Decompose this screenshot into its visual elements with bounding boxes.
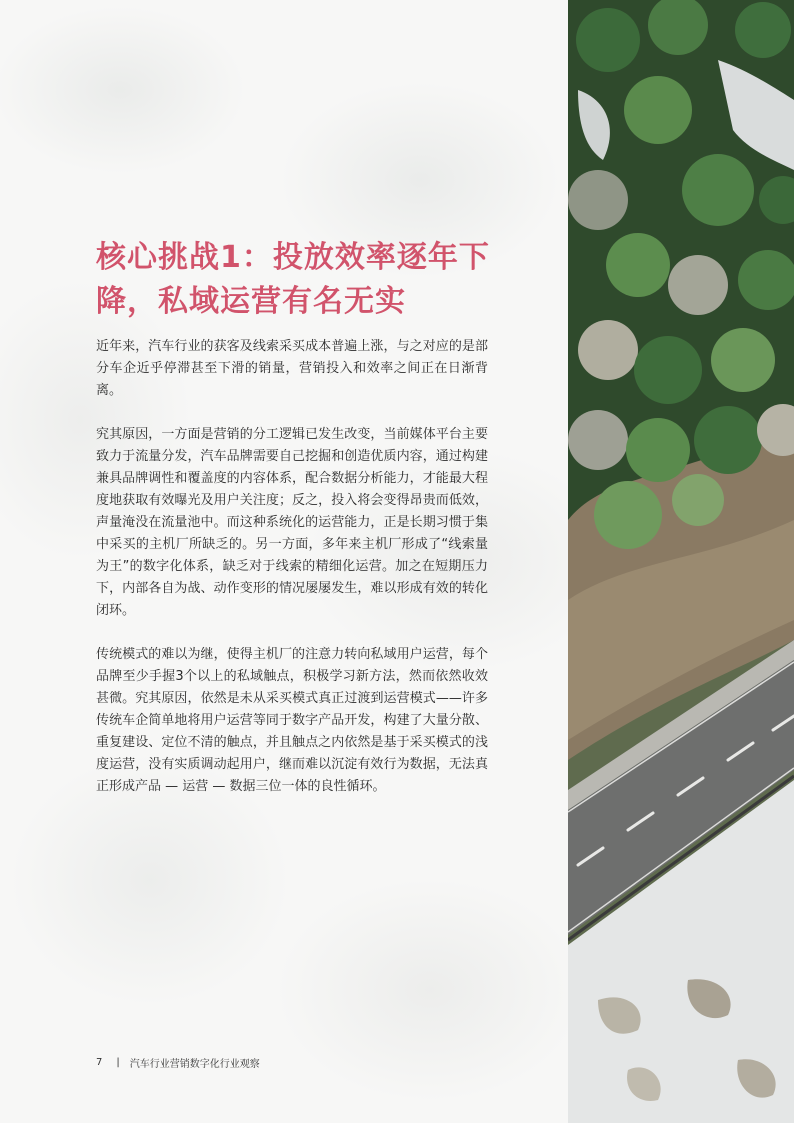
body-text: [96, 336, 488, 820]
paragraph-2: 究其原因，一方面是营销的分工逻辑已发生改变，当前媒体平台主要致力于流量分发，汽车品牌需要自己挖掘和创造优质内容，通过构建兼具品牌调性和覆盖度的内容体系，配合数据分析能力，才能最大程度地获取有效曝光及用户关注度；反之，投入将会变得昂贵而低效，声量淹没在流量池中。而这种系统化的运营能力，正是长期习惯于集中采买的主机厂所缺乏的。另一方面，多年来主机厂形成了“线索量为王”的数字化体系，缺乏对于线索的精细化运营。加之在短期压力下，内部各自为战、动作变形的情况屡屡发生，难以形成有效的转化闭环。: [96, 427, 488, 618]
publication-title: 汽车行业营销数字化行业观察: [129, 1059, 260, 1070]
aerial-forest-road-photo: [568, 0, 794, 1123]
footer-separator: |: [116, 1057, 120, 1068]
page-number: 7: [96, 1057, 103, 1068]
page-footer: [96, 1055, 260, 1070]
paragraph-3: 传统模式的难以为继，使得主机厂的注意力转向私域用户运营，每个品牌至少手握3个以上的私域触点，积极学习新方法，然而依然收效甚微。究其原因，依然是未从采买模式真正过渡到运营模式——许多传统车企简单地将用户运营等同于数字产品开发，构建了大量分散、重复建设、定位不清的触点，并且触点之内依然是基于采买模式的浅度运营，没有实质调动起用户，继而难以沉淀有效行为数据，无法真正形成产品 — 运营 — 数据三位一体的良性循环。: [96, 647, 488, 794]
page-title: 核心挑战1：投放效率逐年下降，私域运营有名无实: [96, 240, 490, 319]
paragraph-1: 近年来，汽车行业的获客及线索采买成本普遍上涨，与之对应的是部分车企近乎停滞甚至下滑的销量，营销投入和效率之间正在日渐背离。: [96, 339, 488, 398]
